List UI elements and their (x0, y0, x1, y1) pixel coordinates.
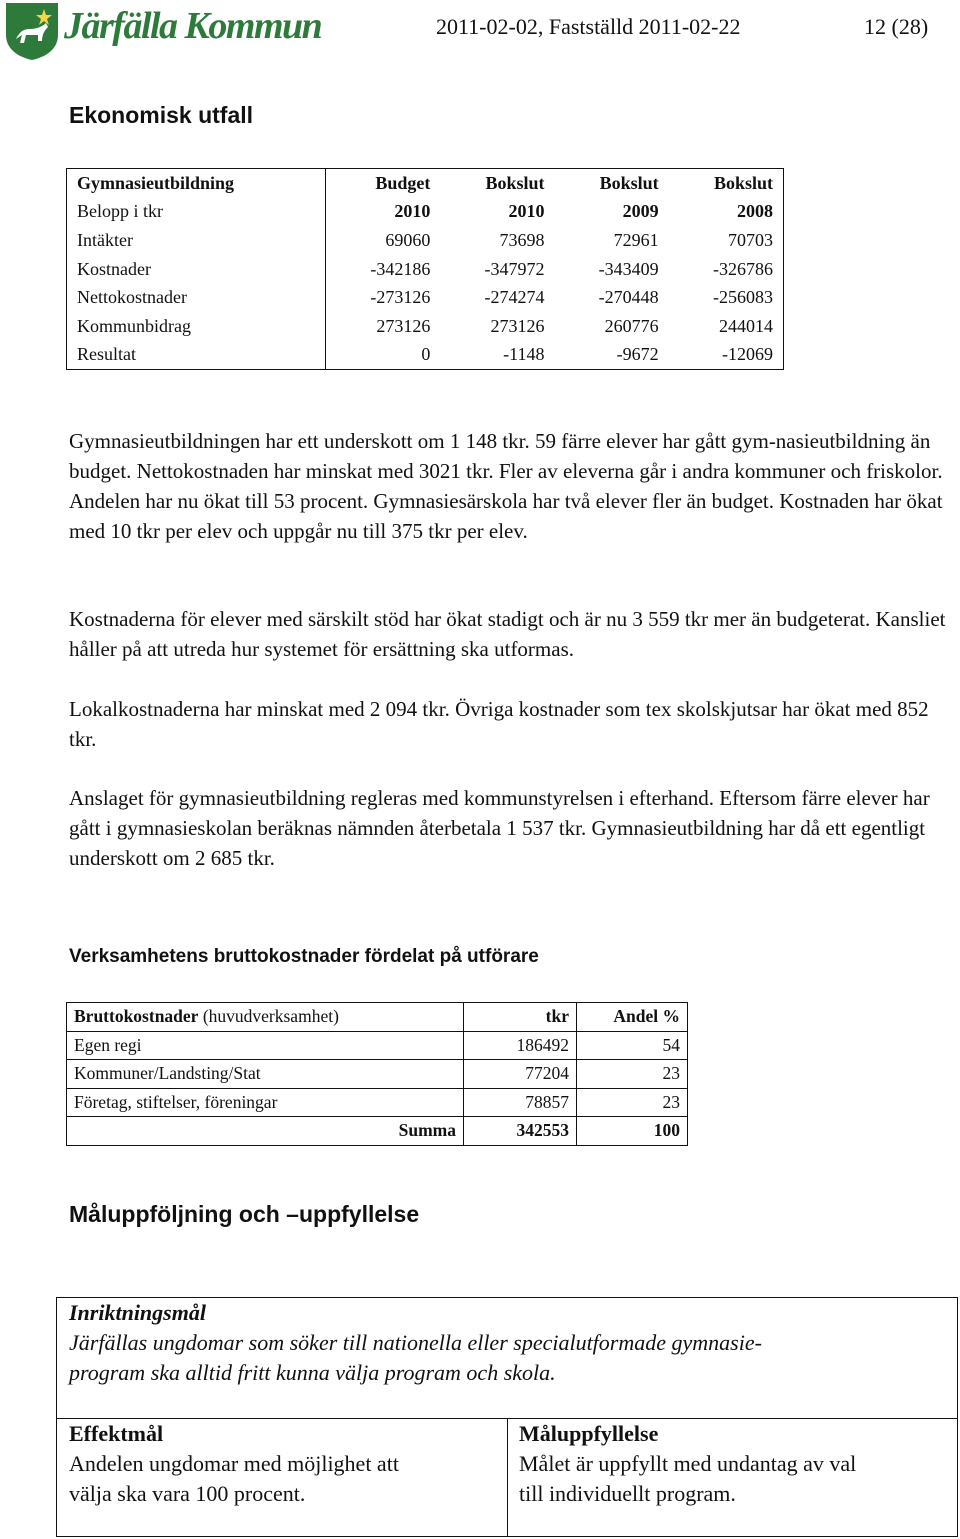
inriktning-block (69, 1298, 762, 1388)
page-number: 12 (28) (864, 14, 929, 39)
cell-tkr: 186492 (464, 1031, 577, 1060)
cell-andel: 23 (577, 1060, 688, 1089)
table-header-row (67, 198, 784, 227)
col-year: 2010 (394, 201, 431, 222)
cell: -274274 (484, 287, 545, 307)
section-title-bruttokostnader: Verksamhetens bruttokostnader fördelat på utförare (69, 946, 539, 967)
header-label: Gymnasieutbildning (67, 169, 326, 198)
table-row (67, 283, 784, 312)
paragraph: Kostnaderna för elever med särskilt stöd har ökat stadigt och är nu 3 559 tkr mer än budgeterat. Kansliet håller på att utreda hur systemet för ersättning ska utformas. (69, 607, 946, 661)
row-label: Resultat (67, 340, 326, 369)
col-header: Budget (326, 169, 441, 198)
col-andel-header: Andel % (577, 1003, 688, 1032)
header-date: 2011-02-02, Fastställd 2011-02-22 (436, 14, 741, 39)
ekonomi-table (66, 168, 784, 370)
cell: 260776 (604, 315, 659, 336)
section-title-maluppfoljning: Måluppföljning och –uppfyllelse (69, 1201, 420, 1227)
bruttokostnad-table (66, 1002, 688, 1146)
cell: -343409 (598, 258, 659, 279)
maluppfyllelse-text: Målet är uppfyllt med undantag av val (519, 1451, 857, 1476)
cell: -9672 (554, 340, 668, 369)
table-row (67, 1031, 688, 1060)
cell: 72961 (613, 230, 659, 250)
effektmal-text: välja ska vara 100 procent. (69, 1481, 306, 1506)
table-sum-row (67, 1117, 688, 1146)
cell: -342186 (370, 258, 431, 279)
row-label: Nettokostnader (67, 283, 326, 312)
cell: -256083 (669, 283, 784, 312)
table-row (67, 255, 784, 284)
maluppfyllelse-text: till individuellt program. (519, 1481, 736, 1506)
goal-box (56, 1297, 958, 1537)
sum-label: Summa (67, 1117, 464, 1146)
row-label: Kommuner/Landsting/Stat (67, 1060, 464, 1089)
cell-tkr: 78857 (464, 1088, 577, 1117)
cell: 69060 (385, 230, 431, 250)
col-year: 2009 (622, 201, 659, 222)
table-row (67, 226, 784, 255)
cell: -273126 (370, 287, 431, 307)
cell-andel: 23 (577, 1088, 688, 1117)
table-row (67, 1060, 688, 1089)
cell: 0 (326, 340, 441, 369)
table-row (67, 1088, 688, 1117)
cell: -326786 (669, 255, 784, 284)
section-title-ekonomiskt-utfall: Ekonomisk utfall (69, 102, 254, 128)
inriktning-text: Järfällas ungdomar som söker till nationella eller specialutformade gymnasie- (69, 1330, 762, 1355)
table-row (67, 340, 784, 369)
cell: -1148 (440, 340, 554, 369)
header-sublabel: Belopp i tkr (67, 198, 326, 227)
col-tkr-header: tkr (464, 1003, 577, 1032)
inriktning-text: program ska alltid fritt kunna välja program och skola. (69, 1360, 556, 1385)
maluppfyllelse-block (519, 1419, 856, 1509)
table-header-row (67, 169, 784, 198)
effektmal-block (69, 1419, 399, 1509)
effektmal-text: Andelen ungdomar med möjlighet att (69, 1451, 399, 1476)
table-row (67, 312, 784, 341)
cell: -347972 (484, 258, 545, 279)
inriktning-title: Inriktningsmål (69, 1300, 206, 1325)
cell: 273126 (376, 315, 431, 336)
cell-andel: 54 (577, 1031, 688, 1060)
row-label: Kostnader (67, 255, 326, 284)
col-year: 2008 (669, 198, 784, 227)
coat-of-arms-icon (2, 1, 62, 61)
col-header: Bokslut (554, 169, 668, 198)
paragraph: Anslaget för gymnasieutbildning regleras med kommunstyrelsen i efterhand. Eftersom färre elever har gått i gymnasieskolan beräknas nämnden återbetala 1 537 tkr. Gymnasieutbildning har då ett egentligt underskott om 2 685 tkr. (69, 786, 930, 870)
effektmal-title: Effektmål (69, 1421, 164, 1446)
logo-wordmark: Järfälla Kommun (64, 5, 322, 47)
maluppfyllelse-title: Måluppfyllelse (519, 1421, 659, 1446)
logo (0, 0, 322, 62)
cell-tkr: 77204 (464, 1060, 577, 1089)
col-header: Bokslut (440, 169, 554, 198)
row-label: Företag, stiftelser, föreningar (67, 1088, 464, 1117)
col-header: Bokslut (669, 169, 784, 198)
col-year: 2010 (508, 201, 545, 222)
header-cell (67, 1003, 464, 1032)
paragraph: Lokalkostnaderna har minskat med 2 094 tkr. Övriga kostnader som tex skolskjutsar har ökat med 852 tkr. (69, 697, 929, 751)
row-label: Kommunbidrag (67, 312, 326, 341)
sum-andel: 100 (577, 1117, 688, 1146)
row-label: Intäkter (67, 226, 326, 255)
cell: 70703 (669, 226, 784, 255)
header-rest: (huvudverksamhet) (198, 1006, 339, 1026)
cell: 273126 (490, 315, 545, 336)
sum-tkr: 342553 (464, 1117, 577, 1146)
paragraph: Gymnasieutbildningen har ett underskott om 1 148 tkr. 59 färre elever har gått gym-nasieutbildning än budget. Nettokostnaden har minskat med 3021 tkr. Fler av eleverna går i andra kommuner och friskolor. Andelen har nu ökat till 53 procent. Gymnasiesärskola har två elever fler än budget. Kostnaden har ökat med 10 tkr per elev och uppgår nu till 375 tkr per elev. (69, 429, 943, 543)
header-bold: Bruttokostnader (74, 1006, 199, 1026)
cell: 73698 (499, 230, 545, 250)
cell: -270448 (598, 287, 659, 307)
cell: 244014 (669, 312, 784, 341)
divider (507, 1418, 508, 1536)
row-label: Egen regi (67, 1031, 464, 1060)
table-header-row (67, 1003, 688, 1032)
cell: -12069 (669, 340, 784, 369)
